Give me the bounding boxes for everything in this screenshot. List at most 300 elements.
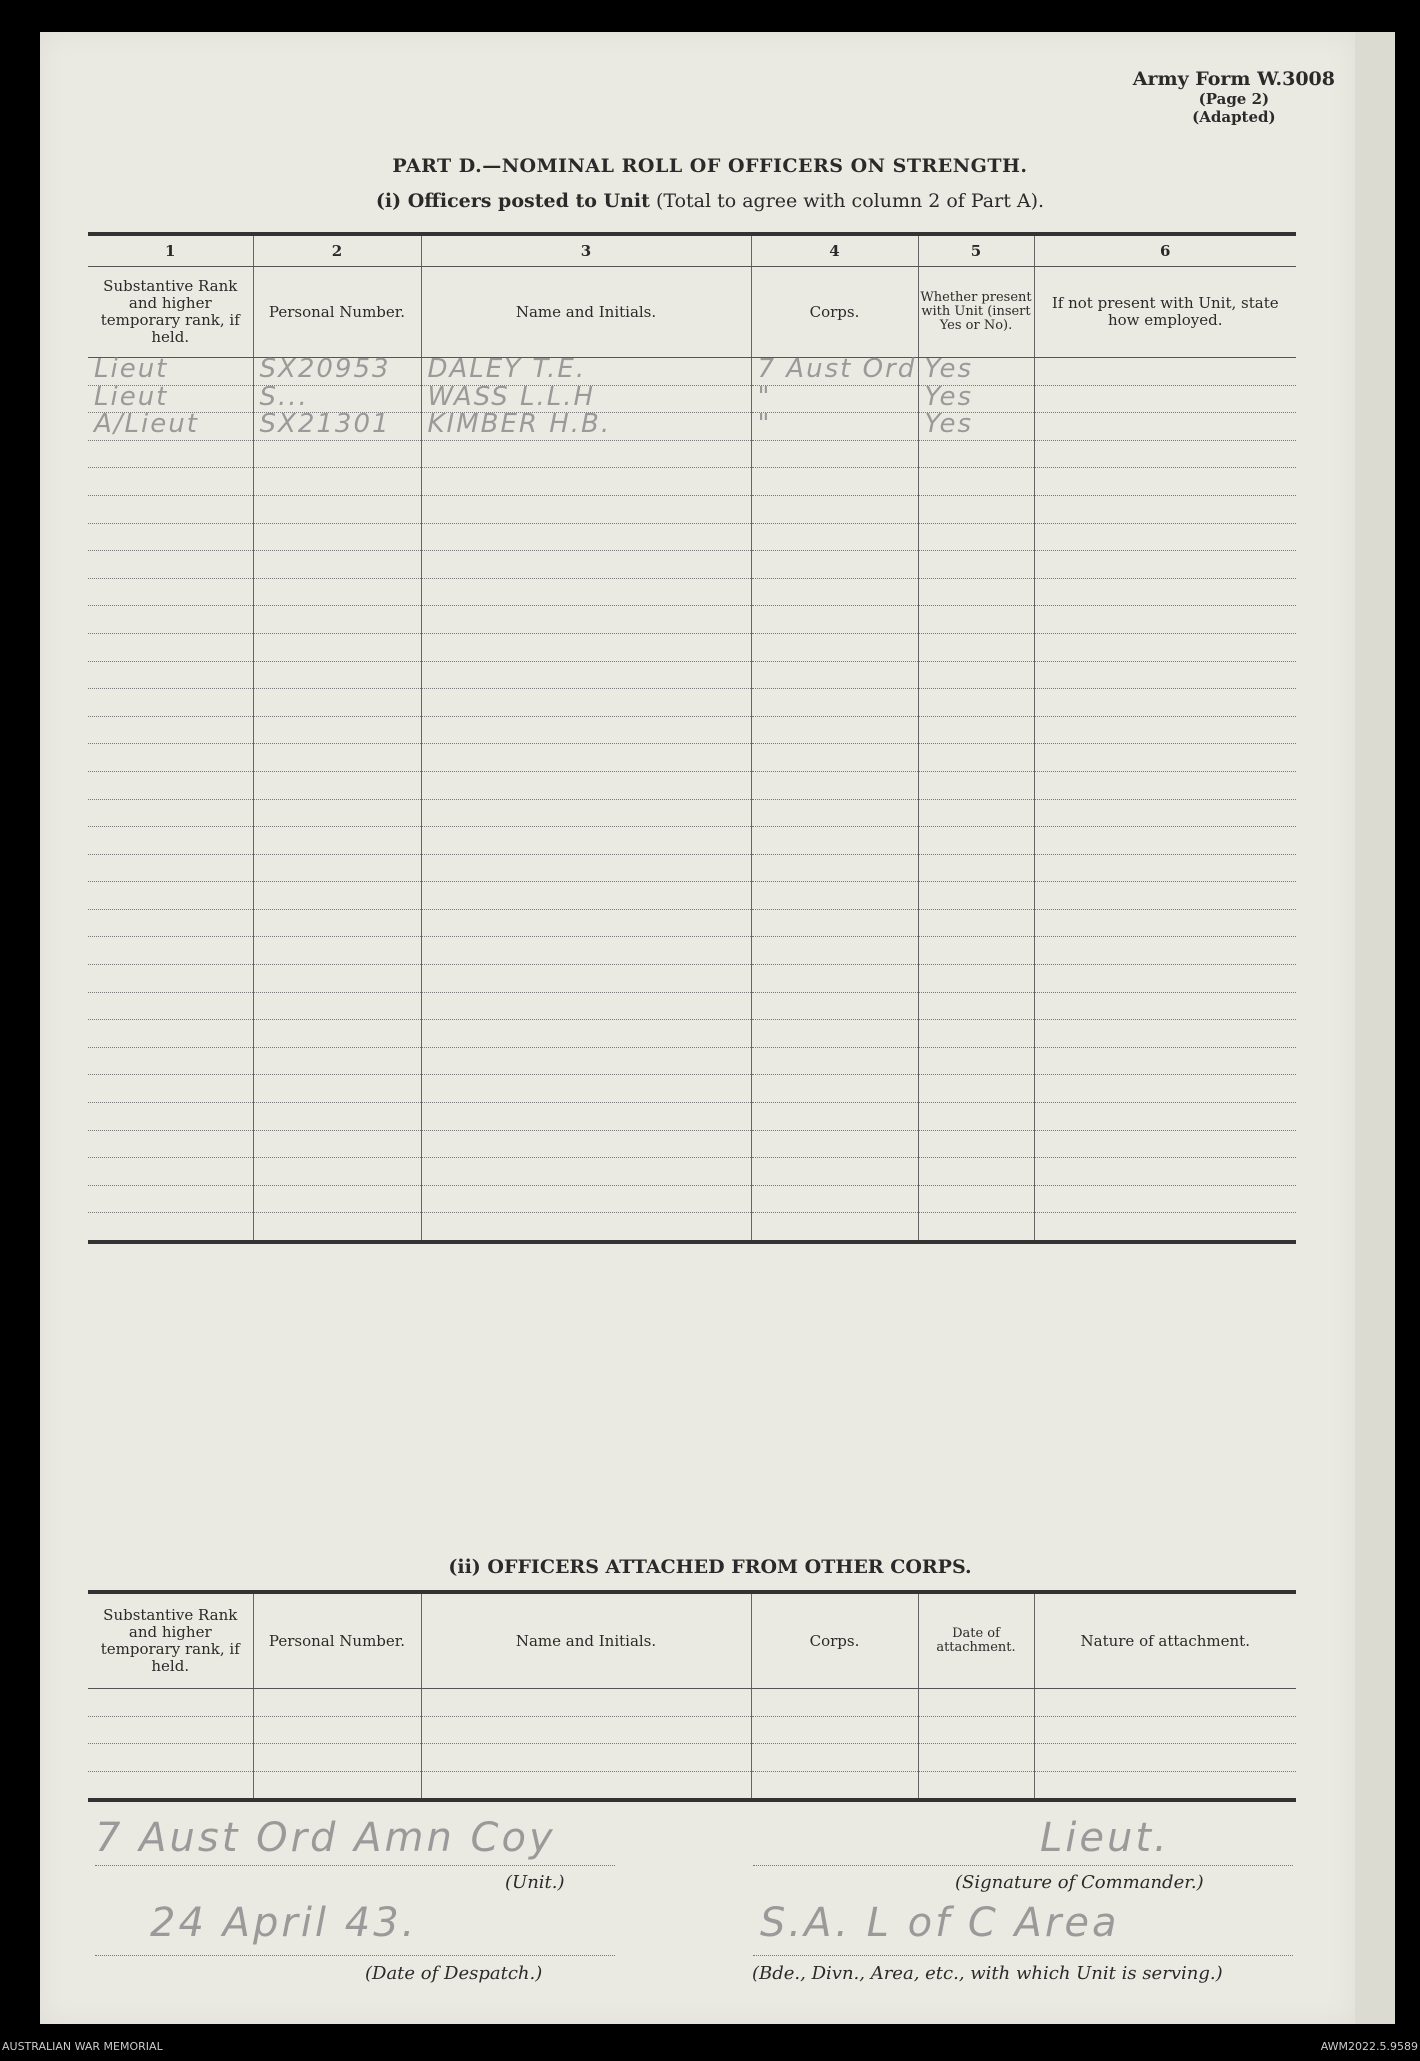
table-cell	[918, 1158, 1034, 1186]
handwritten-entry: Lieut	[94, 354, 169, 384]
table-cell	[421, 909, 751, 937]
table-row	[88, 468, 1296, 496]
table-cell	[253, 909, 421, 937]
footer-right: AWM2022.5.9589	[1320, 2040, 1418, 2053]
table-row	[88, 661, 1296, 689]
table-cell	[421, 1744, 751, 1772]
table-cell	[751, 468, 918, 496]
table-row	[88, 1075, 1296, 1103]
table-cell	[1034, 1771, 1296, 1800]
handwritten-entry: Lieut	[94, 381, 169, 412]
header-nature-attachment: Nature of attachment.	[1034, 1592, 1296, 1689]
table-cell	[1034, 689, 1296, 717]
table-cell	[421, 854, 751, 882]
area-handwritten: S.A. L of C Area	[760, 1900, 1120, 1946]
table-row	[88, 1213, 1296, 1242]
table-cell	[918, 1771, 1034, 1800]
table-row	[88, 992, 1296, 1020]
table-cell	[918, 523, 1034, 551]
table-cell	[918, 937, 1034, 965]
header-date-attachment: Date of attachment.	[918, 1592, 1034, 1689]
officers-posted-table	[88, 232, 1296, 1244]
table-cell	[1034, 937, 1296, 965]
table-cell	[1034, 1185, 1296, 1213]
table-cell	[253, 440, 421, 468]
table-cell	[1034, 606, 1296, 634]
table-cell	[1034, 495, 1296, 523]
table-cell	[253, 578, 421, 606]
table-cell	[253, 1047, 421, 1075]
table-row	[88, 1744, 1296, 1772]
table-end-rule	[88, 1242, 1296, 1244]
table-cell	[918, 1130, 1034, 1158]
table-cell	[88, 854, 253, 882]
table-cell	[751, 1158, 918, 1186]
table-cell	[88, 799, 253, 827]
table-row	[88, 854, 1296, 882]
table-cell	[253, 551, 421, 579]
table-cell	[421, 965, 751, 993]
table-row	[88, 1130, 1296, 1158]
table-cell	[751, 1047, 918, 1075]
table-row	[88, 633, 1296, 661]
table-cell	[88, 578, 253, 606]
commander-line	[753, 1865, 1293, 1866]
table-cell	[253, 827, 421, 855]
table-cell	[421, 1771, 751, 1800]
table-row	[88, 882, 1296, 910]
table-cell	[751, 606, 918, 634]
table-cell	[918, 1213, 1034, 1242]
table-cell	[88, 1771, 253, 1800]
table-cell	[918, 661, 1034, 689]
handwritten-entry: S...	[259, 381, 309, 412]
date-handwritten: 24 April 43.	[150, 1900, 418, 1946]
table-cell	[88, 965, 253, 993]
table-row	[88, 827, 1296, 855]
table-row	[88, 771, 1296, 799]
table-row	[88, 523, 1296, 551]
table-cell	[918, 1075, 1034, 1103]
table-cell	[253, 882, 421, 910]
table-cell	[421, 1185, 751, 1213]
table-cell	[751, 633, 918, 661]
end-rule	[88, 1242, 1296, 1244]
table-cell	[918, 1103, 1034, 1131]
table-cell	[88, 1047, 253, 1075]
column-number: 5	[918, 234, 1034, 267]
table-cell	[88, 440, 253, 468]
table-row	[88, 551, 1296, 579]
table-cell	[751, 354, 918, 386]
table-cell	[751, 551, 918, 579]
table-cell	[1034, 965, 1296, 993]
table-cell	[918, 854, 1034, 882]
table-cell	[253, 1103, 421, 1131]
handwritten-entry: SX20953	[259, 354, 391, 384]
subtitle-rest: (Total to agree with column 2 of Part A).	[649, 190, 1045, 212]
table-cell	[253, 606, 421, 634]
table-cell	[253, 495, 421, 523]
table-cell	[751, 771, 918, 799]
table-cell	[88, 909, 253, 937]
table-cell	[751, 1103, 918, 1131]
table-row	[88, 909, 1296, 937]
footer-left: AUSTRALIAN WAR MEMORIAL	[2, 2040, 163, 2053]
handwritten-entry: A/Lieut	[94, 409, 199, 440]
paper-edge	[1355, 32, 1395, 2024]
table-cell	[253, 1771, 421, 1800]
header-personal-number: Personal Number.	[253, 1592, 421, 1689]
table-cell	[918, 551, 1034, 579]
table-cell	[918, 799, 1034, 827]
table-cell	[421, 1047, 751, 1075]
table-cell	[421, 1103, 751, 1131]
table-cell	[88, 1213, 253, 1242]
table-cell	[751, 1716, 918, 1744]
table-row	[88, 1047, 1296, 1075]
table-cell	[918, 495, 1034, 523]
header-present: Whether present with Unit (insert Yes or No).	[918, 267, 1034, 358]
table-cell	[253, 409, 421, 441]
table-cell	[751, 1020, 918, 1048]
table-row	[88, 1771, 1296, 1800]
table-cell	[421, 1075, 751, 1103]
handwritten-entry: WASS L.L.H	[427, 381, 596, 412]
table-cell	[1034, 661, 1296, 689]
table-cell	[88, 1716, 253, 1744]
end-rule	[88, 1800, 1296, 1802]
table-cell	[751, 882, 918, 910]
table-cell	[88, 606, 253, 634]
header-corps: Corps.	[751, 267, 918, 358]
table-cell	[1034, 1716, 1296, 1744]
area-line	[753, 1955, 1293, 1956]
table-cell	[253, 1716, 421, 1744]
table-cell	[253, 1744, 421, 1772]
table-row	[88, 495, 1296, 523]
handwritten-entry: Yes	[924, 354, 974, 384]
header-name: Name and Initials.	[421, 1592, 751, 1689]
table-cell	[253, 1130, 421, 1158]
table-cell	[253, 1213, 421, 1242]
table-row	[88, 606, 1296, 634]
table-cell	[88, 1103, 253, 1131]
table-cell	[918, 827, 1034, 855]
section2-title: (ii) OFFICERS ATTACHED FROM OTHER CORPS.	[448, 1556, 972, 1578]
table-cell	[253, 992, 421, 1020]
handwritten-entry: Yes	[924, 409, 974, 440]
table-cell	[421, 440, 751, 468]
header-corps: Corps.	[751, 1592, 918, 1689]
table-cell	[918, 1185, 1034, 1213]
table-cell	[88, 633, 253, 661]
table-row	[88, 1158, 1296, 1186]
table-cell	[253, 799, 421, 827]
table-cell	[421, 799, 751, 827]
date-line	[95, 1955, 615, 1956]
subtitle-bold: (i) Officers posted to Unit	[375, 190, 650, 212]
table-row	[88, 799, 1296, 827]
table-cell	[253, 1185, 421, 1213]
unit-line	[95, 1865, 615, 1866]
table-cell	[421, 551, 751, 579]
column-number: 3	[421, 234, 751, 267]
table-cell	[421, 661, 751, 689]
table-cell	[1034, 633, 1296, 661]
table-cell	[88, 523, 253, 551]
table-cell	[88, 882, 253, 910]
table-cell	[1034, 468, 1296, 496]
table-cell	[751, 1213, 918, 1242]
table-cell	[253, 744, 421, 772]
table-cell	[421, 1213, 751, 1242]
table-cell	[421, 716, 751, 744]
table-cell	[751, 495, 918, 523]
table-cell	[1034, 551, 1296, 579]
table-cell	[918, 1716, 1034, 1744]
table-cell	[918, 1744, 1034, 1772]
officers-attached-rows	[88, 1689, 1296, 1803]
table-row	[88, 440, 1296, 468]
commander-label: (Signature of Commander.)	[955, 1872, 1204, 1893]
table-cell	[421, 992, 751, 1020]
table-cell	[88, 1744, 253, 1772]
table-cell	[253, 1689, 421, 1717]
table-cell	[1034, 1744, 1296, 1772]
area-label: (Bde., Divn., Area, etc., with which Unit is serving.)	[752, 1963, 1223, 1984]
page-subtitle	[0, 190, 1420, 212]
table-cell	[1034, 523, 1296, 551]
table-cell	[253, 937, 421, 965]
table-cell	[1034, 1130, 1296, 1158]
table-cell	[918, 440, 1034, 468]
table-cell	[751, 381, 918, 413]
officers-attached-table	[88, 1590, 1296, 1802]
table-cell	[1034, 1158, 1296, 1186]
table-cell	[1034, 358, 1296, 386]
table-cell	[918, 716, 1034, 744]
table-cell	[751, 1185, 918, 1213]
table-cell	[421, 1716, 751, 1744]
table-cell	[88, 744, 253, 772]
form-number-line2: (Page 2)	[1198, 90, 1270, 108]
table-cell	[88, 992, 253, 1020]
table-cell	[751, 440, 918, 468]
table-cell	[253, 1075, 421, 1103]
table-cell	[918, 606, 1034, 634]
table-cell	[421, 1020, 751, 1048]
table-cell	[751, 909, 918, 937]
table-cell	[918, 409, 1034, 441]
table-row	[88, 578, 1296, 606]
table-cell	[1034, 882, 1296, 910]
column-number: 6	[1034, 234, 1296, 267]
table-row	[88, 1103, 1296, 1131]
table-cell	[918, 1047, 1034, 1075]
table-cell	[88, 661, 253, 689]
table-cell	[1034, 1075, 1296, 1103]
handwritten-entry: "	[757, 409, 772, 440]
handwritten-entry: DALEY T.E.	[427, 354, 587, 384]
table-cell	[1034, 578, 1296, 606]
table-cell	[88, 1130, 253, 1158]
table-cell	[751, 799, 918, 827]
table-cell	[1034, 1103, 1296, 1131]
unit-handwritten: 7 Aust Ord Amn Coy	[95, 1815, 556, 1861]
table-cell	[1034, 854, 1296, 882]
table-end-rule	[88, 1800, 1296, 1802]
table-row	[88, 1689, 1296, 1717]
table-cell	[1034, 413, 1296, 441]
table-cell	[918, 771, 1034, 799]
table-cell	[918, 744, 1034, 772]
table-cell	[421, 633, 751, 661]
table-cell	[421, 689, 751, 717]
table-cell	[88, 1020, 253, 1048]
table-cell	[918, 965, 1034, 993]
table-cell	[751, 689, 918, 717]
table-cell	[918, 882, 1034, 910]
table-cell	[421, 771, 751, 799]
table-row	[88, 937, 1296, 965]
table-cell	[88, 771, 253, 799]
table-cell	[253, 965, 421, 993]
table-cell	[421, 578, 751, 606]
date-label: (Date of Despatch.)	[365, 1963, 543, 1984]
table-row	[88, 716, 1296, 744]
table-cell	[88, 1185, 253, 1213]
table-cell	[1034, 716, 1296, 744]
table-cell	[1034, 1020, 1296, 1048]
table-cell	[751, 409, 918, 441]
table-cell	[421, 937, 751, 965]
table-cell	[421, 468, 751, 496]
table-cell	[253, 1020, 421, 1048]
table-cell	[88, 689, 253, 717]
table-cell	[253, 854, 421, 882]
table-row	[88, 744, 1296, 772]
table-cell	[918, 909, 1034, 937]
header-rank: Substantive Rank and higher temporary rank, if held.	[88, 1592, 253, 1689]
table-row	[88, 1185, 1296, 1213]
table-cell	[421, 409, 751, 441]
table-cell	[253, 1158, 421, 1186]
table-cell	[751, 827, 918, 855]
table-cell	[918, 992, 1034, 1020]
header-rank: Substantive Rank and higher temporary rank, if held.	[88, 267, 253, 358]
table-cell	[253, 716, 421, 744]
column-number: 1	[88, 234, 253, 267]
table-cell	[1034, 1689, 1296, 1717]
table-cell	[751, 965, 918, 993]
table-cell	[751, 1689, 918, 1717]
table-cell	[88, 1075, 253, 1103]
table-cell	[1034, 1213, 1296, 1242]
table-cell	[1034, 385, 1296, 413]
commander-handwritten: Lieut.	[1040, 1815, 1170, 1861]
table-cell	[918, 578, 1034, 606]
table-cell	[421, 606, 751, 634]
table-cell	[918, 1689, 1034, 1717]
table-cell	[751, 1075, 918, 1103]
officers-posted-rows	[88, 354, 1296, 1245]
handwritten-entry: KIMBER H.B.	[427, 409, 612, 440]
table-cell	[253, 771, 421, 799]
handwritten-entry: "	[757, 381, 772, 412]
table-cell	[751, 992, 918, 1020]
table-cell	[751, 1771, 918, 1800]
table-cell	[421, 1130, 751, 1158]
table-cell	[1034, 771, 1296, 799]
table-cell	[918, 1020, 1034, 1048]
table-cell	[88, 827, 253, 855]
table-cell	[1034, 992, 1296, 1020]
table-cell	[918, 633, 1034, 661]
table-cell	[751, 937, 918, 965]
table-cell	[88, 716, 253, 744]
table-cell	[88, 495, 253, 523]
unit-label: (Unit.)	[505, 1872, 565, 1893]
header-employed: If not present with Unit, state how employed.	[1034, 267, 1296, 358]
form-number-line1: Army Form W.3008	[1132, 68, 1335, 90]
table-cell	[751, 744, 918, 772]
table-cell	[253, 468, 421, 496]
table-row	[88, 413, 1296, 441]
table-cell	[421, 827, 751, 855]
handwritten-entry: SX21301	[259, 409, 391, 440]
table-cell	[1034, 827, 1296, 855]
table-row	[88, 689, 1296, 717]
table-cell	[88, 1689, 253, 1717]
table-cell	[918, 468, 1034, 496]
table-cell	[88, 468, 253, 496]
table-cell	[1034, 799, 1296, 827]
table-cell	[751, 1130, 918, 1158]
table-cell	[88, 409, 253, 441]
table-cell	[421, 744, 751, 772]
table-cell	[253, 633, 421, 661]
table-cell	[421, 882, 751, 910]
table-row	[88, 1716, 1296, 1744]
table-cell	[1034, 744, 1296, 772]
column-number: 4	[751, 234, 918, 267]
table-cell	[1034, 909, 1296, 937]
table-cell	[751, 716, 918, 744]
table-cell	[88, 937, 253, 965]
table-cell	[421, 523, 751, 551]
table-row	[88, 1020, 1296, 1048]
table-cell	[1034, 1047, 1296, 1075]
table-cell	[751, 661, 918, 689]
table-cell	[88, 551, 253, 579]
form-number	[1133, 68, 1335, 126]
page-title: PART D.—NOMINAL ROLL OF OFFICERS ON STRENGTH.	[392, 155, 1028, 177]
form-number-line3: (Adapted)	[1192, 108, 1276, 126]
handwritten-entry: Yes	[924, 381, 974, 412]
table-cell	[253, 689, 421, 717]
table-row	[88, 965, 1296, 993]
table-cell	[751, 523, 918, 551]
table-cell	[1034, 440, 1296, 468]
table-cell	[751, 578, 918, 606]
table-cell	[421, 1158, 751, 1186]
table-cell	[421, 1689, 751, 1717]
header-name: Name and Initials.	[421, 267, 751, 358]
table-cell	[751, 854, 918, 882]
handwritten-entry: 7 Aust Ord	[757, 354, 917, 384]
table-cell	[918, 689, 1034, 717]
